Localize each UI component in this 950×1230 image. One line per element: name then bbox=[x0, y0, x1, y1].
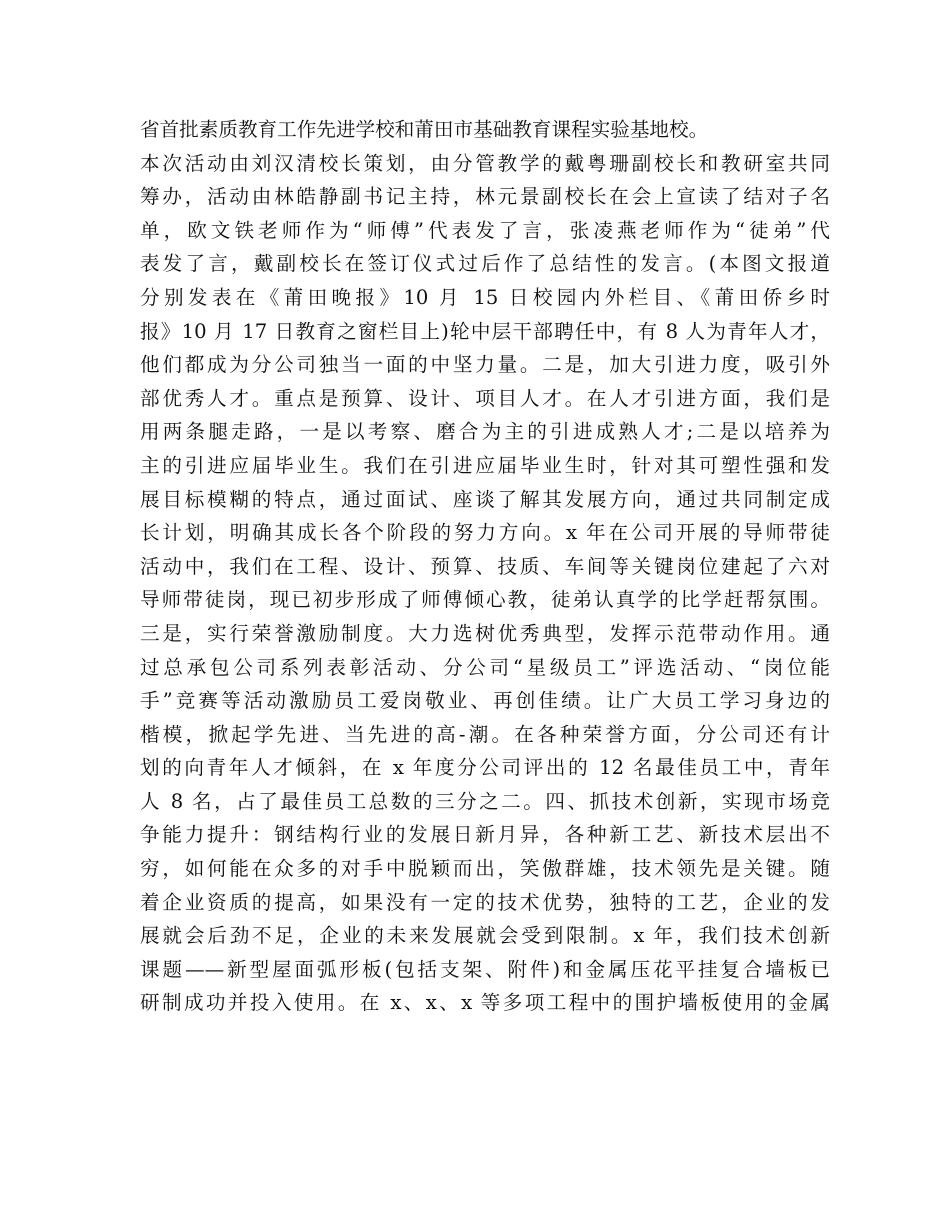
text-line: 划的向青年人才倾斜，在 x 年度分公司评出的 12 名最佳员工中，青年 bbox=[140, 756, 830, 780]
text-line: 筹办，活动由林皓静副书记主持，林元景副校长在会上宣读了结对子名 bbox=[140, 185, 830, 209]
text-line: 报》10 月 17 日教育之窗栏目上)轮中层干部聘任中，有 8 人为青年人才， bbox=[140, 319, 830, 343]
body-text bbox=[140, 113, 830, 1020]
text-line: 穷，如何能在众多的对手中脱颖而出，笑傲群雄，技术领先是关键。随 bbox=[140, 857, 830, 881]
text-line: 楷模，掀起学先进、当先进的高-潮。在各种荣誉方面，分公司还有计 bbox=[140, 722, 830, 746]
text-line: 主的引进应届毕业生。我们在引进应届毕业生时，针对其可塑性强和发 bbox=[140, 453, 830, 477]
text-line: 分别发表在《莆田晚报》10 月 15 日校园内外栏目、《莆田侨乡时 bbox=[140, 285, 830, 309]
text-line: 导师带徒岗，现已初步形成了师傅倾心教，徒弟认真学的比学赶帮氛围。 bbox=[140, 588, 830, 612]
text-line: 用两条腿走路，一是以考察、磨合为主的引进成熟人才;二是以培养为 bbox=[140, 420, 830, 444]
text-line: 单，欧文铁老师作为“师傅”代表发了言，张凌燕老师作为“徒弟”代 bbox=[140, 218, 830, 242]
text-line: 省首批素质教育工作先进学校和莆田市基础教育课程实验基地校。 bbox=[140, 118, 709, 141]
text-line: 表发了言，戴副校长在签订仪式过后作了总结性的发言。(本图文报道 bbox=[140, 252, 830, 276]
text-line: 三是，实行荣誉激励制度。大力选树优秀典型，发挥示范带动作用。通 bbox=[140, 621, 830, 645]
text-line: 展就会后劲不足，企业的未来发展就会受到限制。x 年，我们技术创新 bbox=[140, 924, 830, 948]
text-line: 研制成功并投入使用。在 x、x、x 等多项工程中的围护墙板使用的金属 bbox=[140, 991, 830, 1015]
text-line: 活动中，我们在工程、设计、预算、技质、车间等关键岗位建起了六对 bbox=[140, 554, 830, 578]
text-line: 他们都成为分公司独当一面的中坚力量。二是，加大引进力度，吸引外 bbox=[140, 353, 830, 377]
text-line: 展目标模糊的特点，通过面试、座谈了解其发展方向，通过共同制定成 bbox=[140, 487, 830, 511]
text-line: 人 8 名，占了最佳员工总数的三分之二。四、抓技术创新，实现市场竞 bbox=[140, 789, 830, 813]
text-line: 手”竞赛等活动激励员工爱岗敬业、再创佳绩。让广大员工学习身边的 bbox=[140, 689, 830, 713]
text-line: 争能力提升：钢结构行业的发展日新月异，各种新工艺、新技术层出不 bbox=[140, 823, 830, 847]
text-line: 课题——新型屋面弧形板(包括支架、附件)和金属压花平挂复合墙板已 bbox=[140, 957, 830, 981]
text-line: 着企业资质的提高，如果没有一定的技术优势，独特的工艺，企业的发 bbox=[140, 890, 830, 914]
text-line: 本次活动由刘汉清校长策划，由分管教学的戴粤珊副校长和教研室共同 bbox=[140, 151, 830, 175]
text-line: 部优秀人才。重点是预算、设计、项目人才。在人才引进方面，我们是 bbox=[140, 386, 830, 410]
text-line: 长计划，明确其成长各个阶段的努力方向。x 年在公司开展的导师带徒 bbox=[140, 521, 830, 545]
text-line: 过总承包公司系列表彰活动、分公司“星级员工”评选活动、“岗位能 bbox=[140, 655, 830, 679]
